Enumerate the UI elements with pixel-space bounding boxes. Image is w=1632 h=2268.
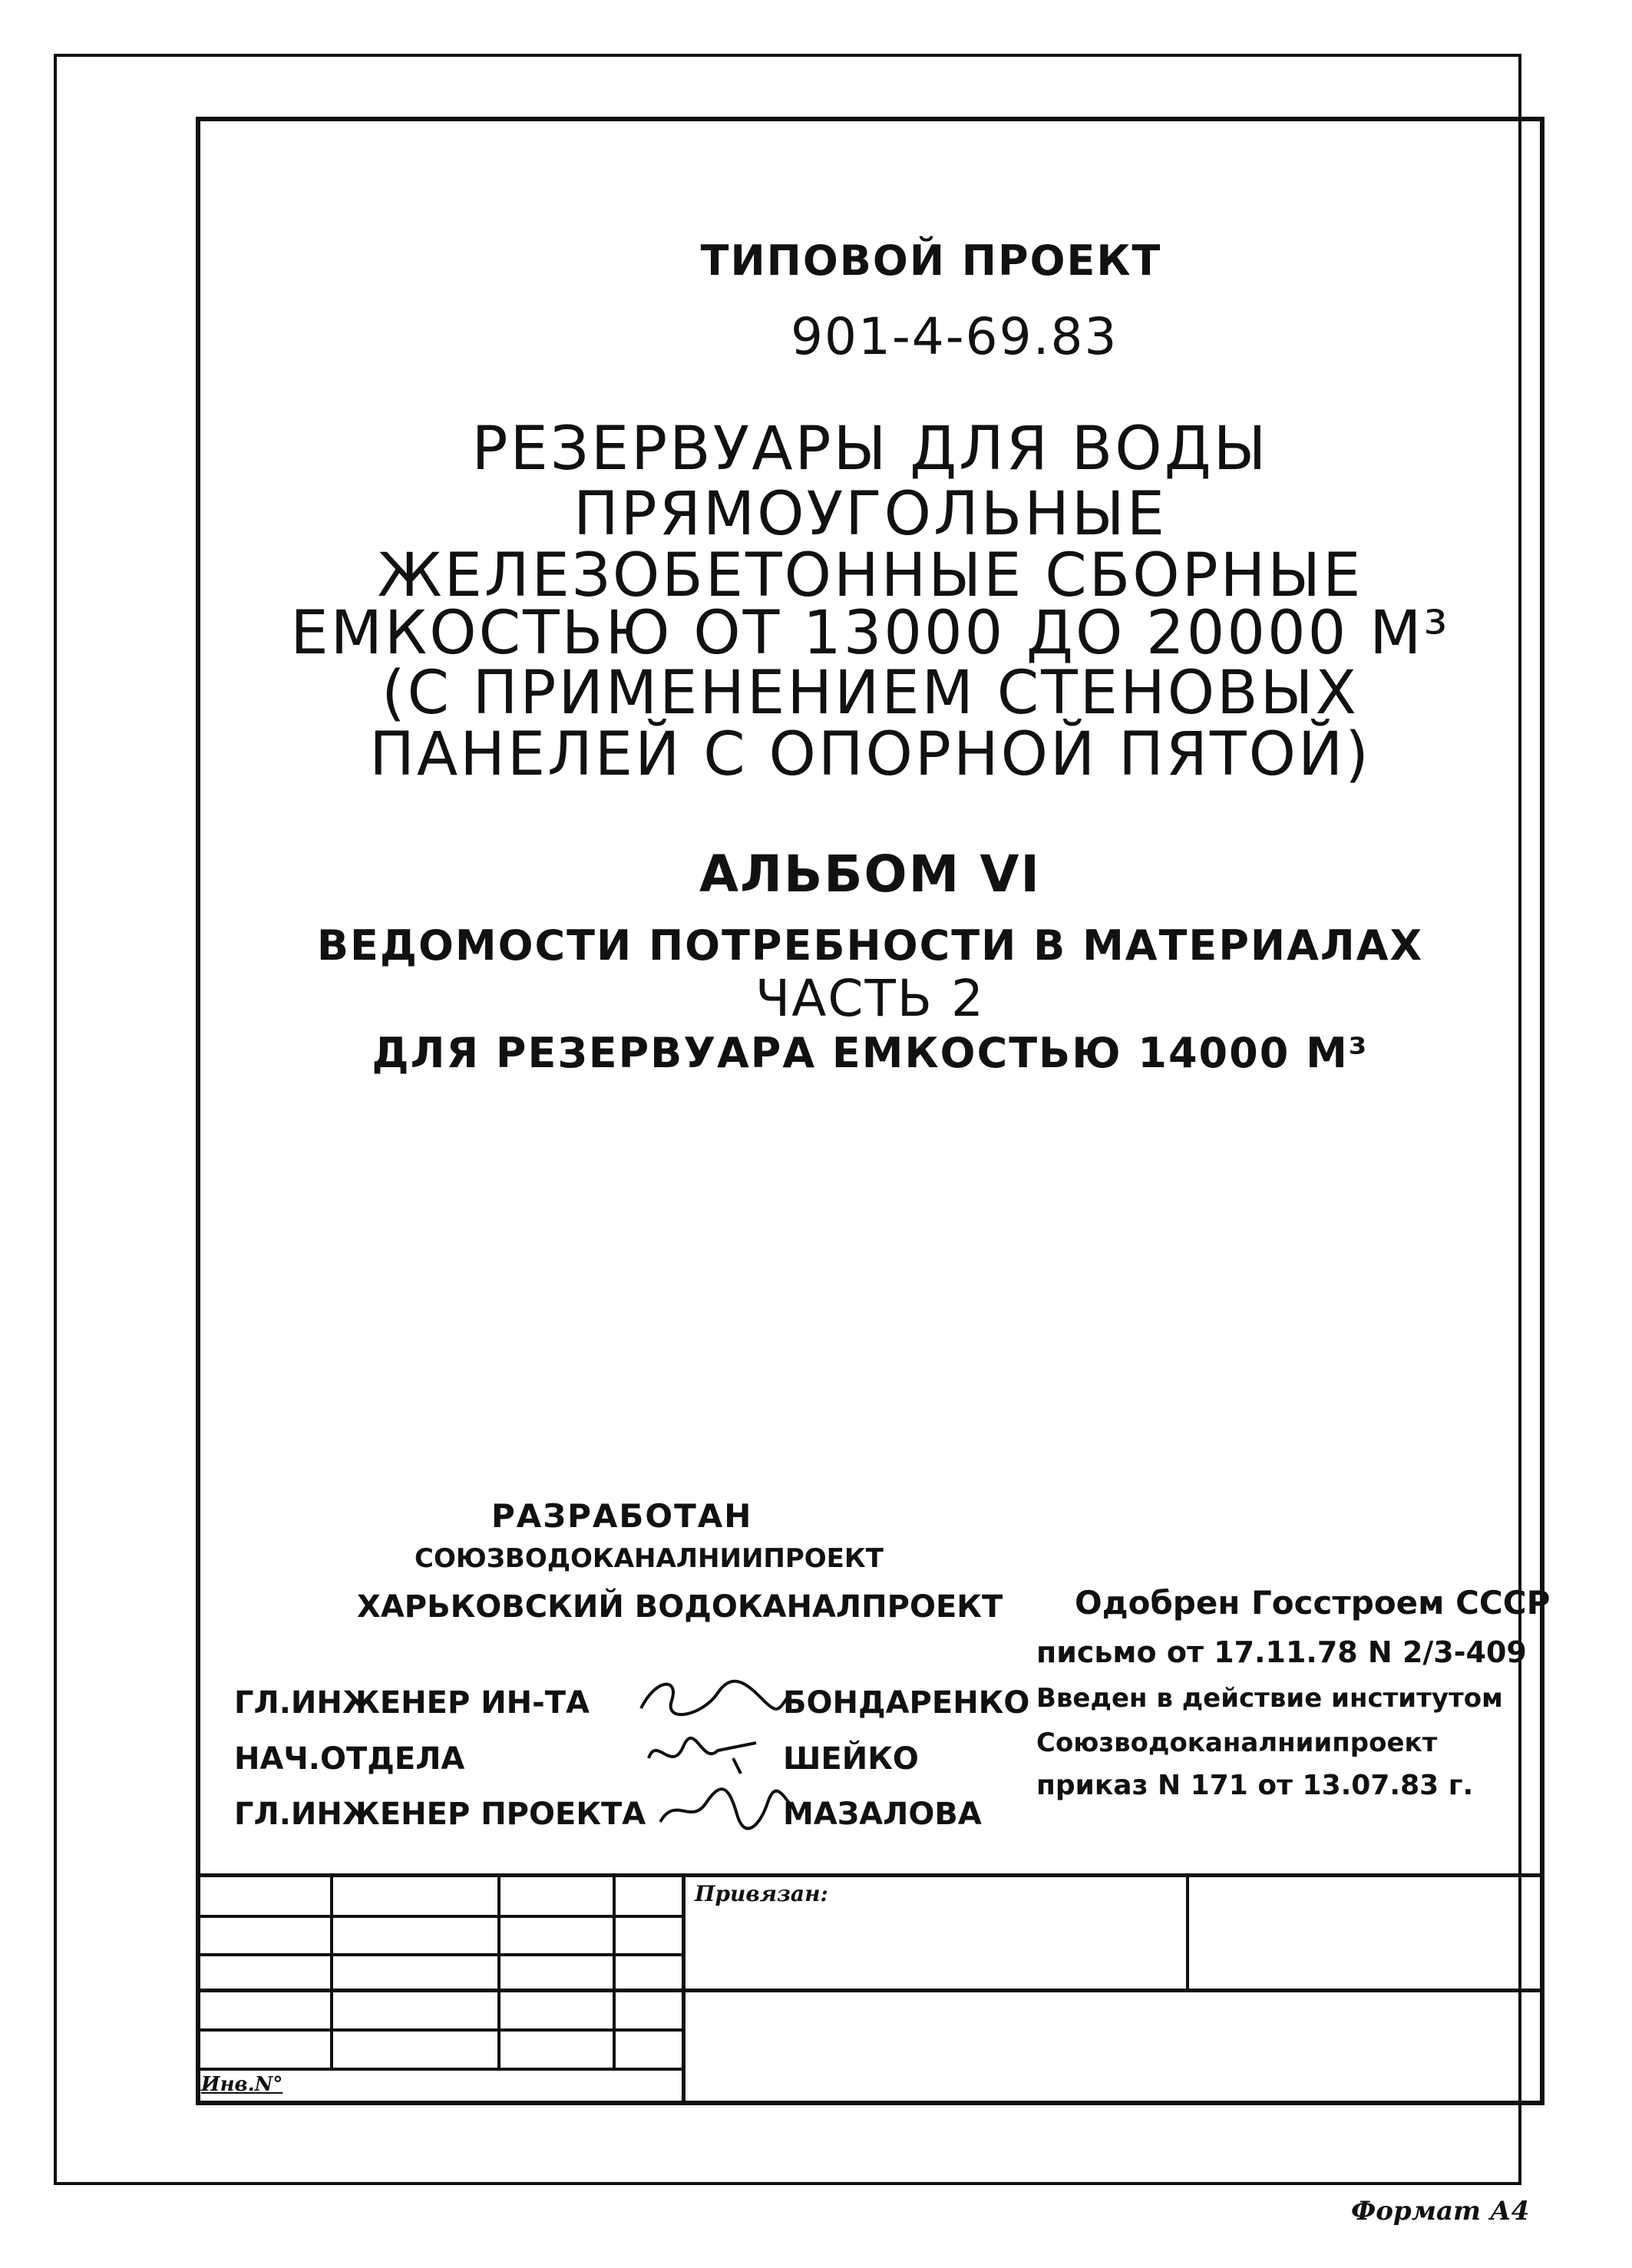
stamp-rule	[196, 2068, 685, 2071]
stamp-rule	[196, 2028, 685, 2032]
signature-position: ГЛ.ИНЖЕНЕР ПРОЕКТА	[234, 1797, 646, 1832]
approval-line-4: Союзводоканалниипроект	[1036, 1727, 1438, 1758]
stamp-rule	[330, 1873, 333, 2068]
inventory-label: Инв.N°	[201, 2073, 283, 2096]
subject-line-3: ЖЕЛЕЗОБЕТОННЫЕ СБОРНЫЕ	[377, 541, 1363, 610]
approval-line-5: приказ N 171 от 13.07.83 г.	[1036, 1770, 1474, 1801]
project-number: 901-4-69.83	[791, 307, 1118, 366]
signature-row-3	[234, 1797, 982, 1832]
stamp-rule	[196, 1915, 685, 1918]
signature-name: БОНДАРЕНКО	[783, 1685, 1030, 1721]
approval-line-1: Одобрен Госстроем СССР	[1075, 1584, 1551, 1622]
approval-line-3: Введен в действие институтом	[1036, 1683, 1503, 1714]
signature-scribble-1	[633, 1670, 795, 1724]
subject-line-1: РЕЗЕРВУАРЫ ДЛЯ ВОДЫ	[471, 415, 1269, 484]
format-label: Формат А4	[1351, 2196, 1530, 2227]
stamp-rule	[682, 1873, 686, 2105]
album-title: АЛЬБОМ VI	[699, 845, 1041, 904]
signature-row-2	[234, 1741, 919, 1777]
subject-line-4: ЕМКОСТЬЮ ОТ 13000 ДО 20000 М³	[290, 599, 1450, 668]
signature-position: НАЧ.ОТДЕЛА	[234, 1741, 465, 1777]
album-capacity: ДЛЯ РЕЗЕРВУАРА ЕМКОСТЬЮ 14000 М³	[372, 1029, 1369, 1077]
signature-scribble-3	[652, 1780, 798, 1841]
developer-org-2: ХАРЬКОВСКИЙ ВОДОКАНАЛПРОЕКТ	[357, 1589, 1003, 1625]
attached-label: Привязан:	[695, 1881, 828, 1906]
approval-line-2: письмо от 17.11.78 N 2/3-409	[1036, 1635, 1527, 1669]
album-description: ВЕДОМОСТИ ПОТРЕБНОСТИ В МАТЕРИАЛАХ	[316, 921, 1424, 970]
developer-org-1: СОЮЗВОДОКАНАЛНИИПРОЕКТ	[415, 1543, 884, 1574]
stamp-rule	[196, 1873, 1544, 1877]
stamp-rule	[613, 1873, 616, 2068]
signature-position: ГЛ.ИНЖЕНЕР ИН-ТА	[234, 1685, 590, 1721]
signature-name: ШЕЙКО	[783, 1741, 919, 1777]
signature-row-1	[234, 1685, 1030, 1721]
stamp-rule	[1186, 1873, 1189, 1990]
subject-line-6: ПАНЕЛЕЙ С ОПОРНОЙ ПЯТОЙ)	[369, 720, 1371, 789]
developer-heading: РАЗРАБОТАН	[491, 1497, 753, 1535]
stamp-rule	[196, 1953, 685, 1956]
doc-heading: ТИПОВОЙ ПРОЕКТ	[700, 236, 1162, 285]
album-part: ЧАСТЬ 2	[755, 969, 986, 1028]
signature-scribble-2	[641, 1727, 764, 1781]
signature-name: МАЗАЛОВА	[783, 1797, 982, 1832]
stamp-rule	[497, 1873, 501, 2068]
subject-line-5: (С ПРИМЕНЕНИЕМ СТЕНОВЫХ	[382, 659, 1359, 728]
subject-line-2: ПРЯМОУГОЛЬНЫЕ	[573, 480, 1167, 549]
stamp-rule	[196, 1989, 1544, 1992]
